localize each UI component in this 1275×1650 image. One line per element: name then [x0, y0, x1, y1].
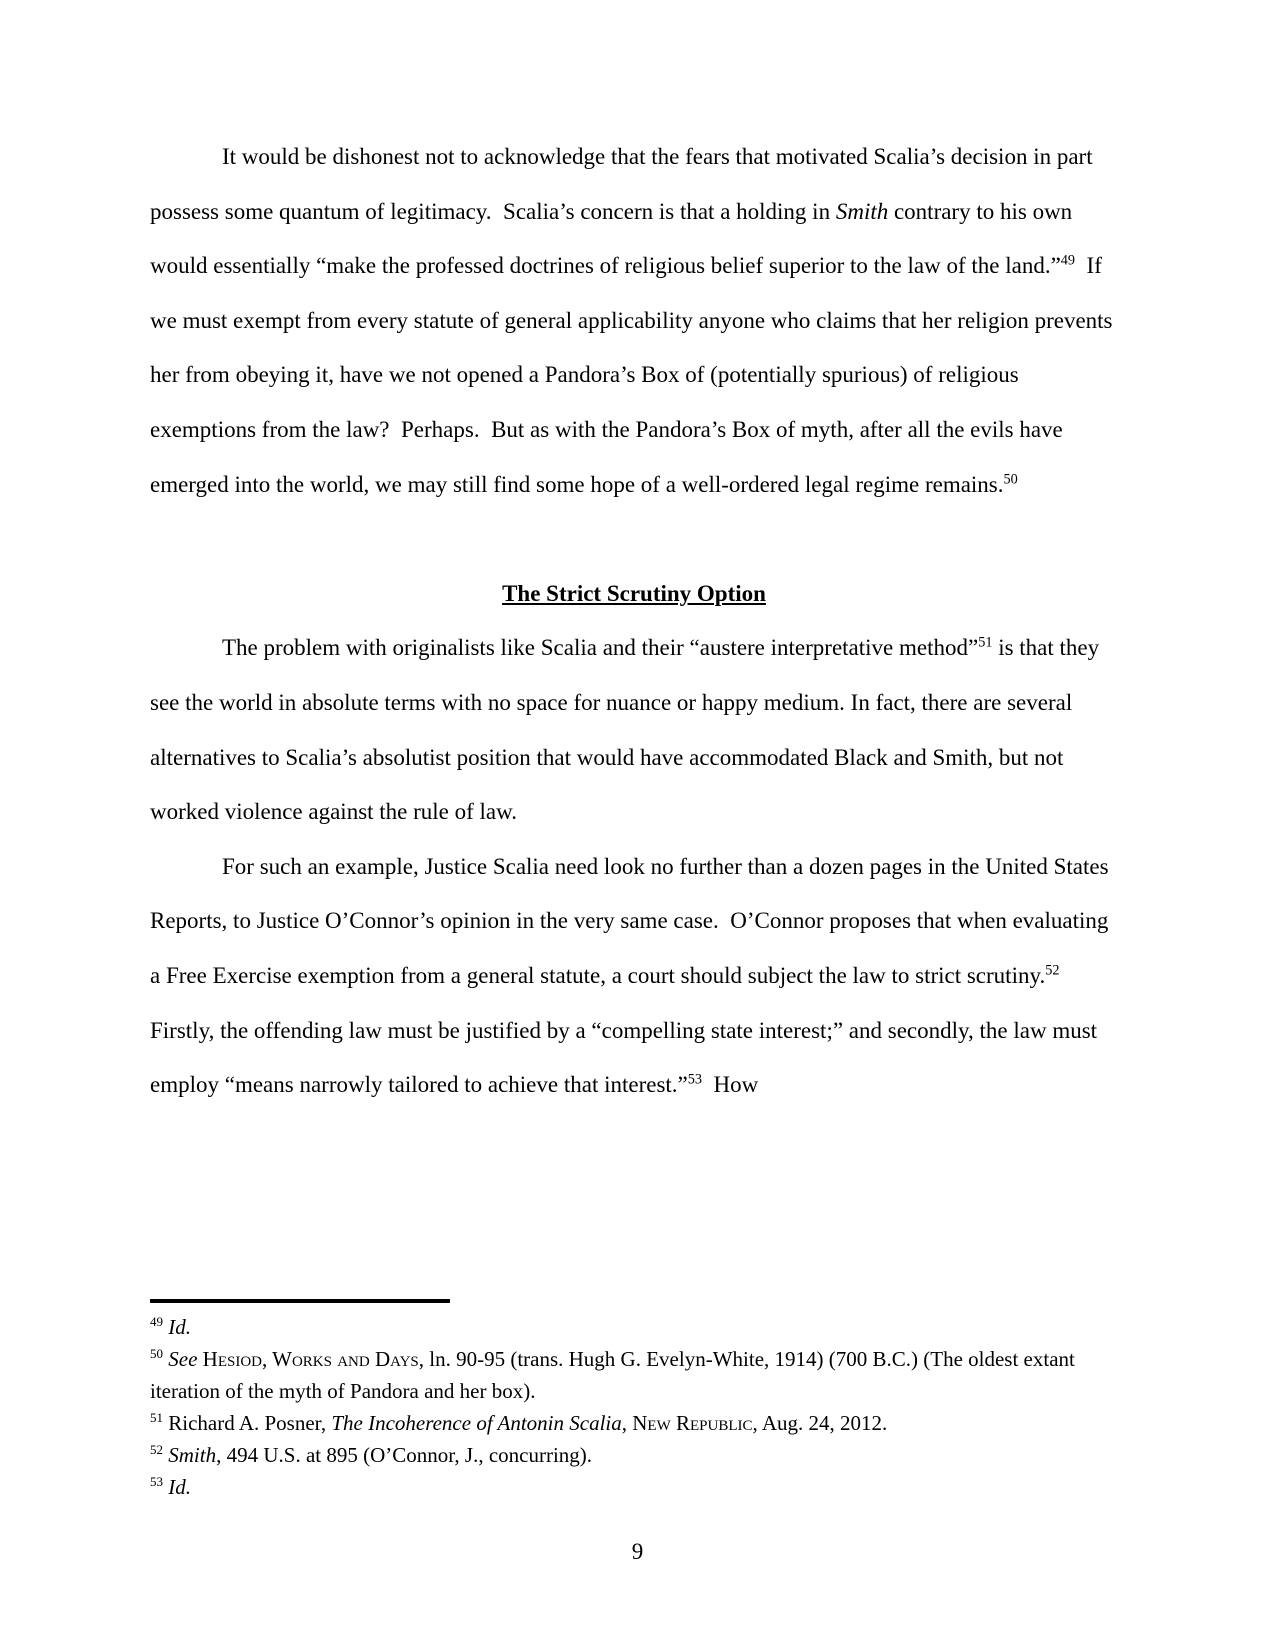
page-number: 9	[631, 1539, 644, 1564]
footnote-number: 53	[150, 1474, 164, 1489]
paragraph-1: It would be dishonest not to acknowledge that the fears that motivated Scalia’s decision in part possess some quantum of legitimacy. Scalia’s concern is that a holding in Smith contrary to his own would essentially “make the professed doctrines of religious belief superior to the law of the land.”$^{49}$ If we must exempt from every statute of general applicability anyone who claims that her religion prevents her from obeying it, have we not opened a Pandora’s Box of (potentially spurious) of religious exemptions from the law? Perhaps. But as with the Pandora’s Box of myth, after all the evils have emerged into the world, we may still find some hope of a well-ordered legal regime remains.$^{50}$	[150, 144, 1119, 497]
footnote-text: Id.	[168, 1475, 192, 1499]
footnote-text: Smith, 494 U.S. at 895 (O’Connor, J., concurring).	[168, 1443, 593, 1467]
footnote-number: 51	[150, 1410, 164, 1425]
footnote-52	[150, 1439, 1118, 1471]
paragraph-2: The problem with originalists like Scalia and their “austere interpretative method”$^{51}$ is that they see the world in absolute terms with no space for nuance or happy medium. In fact, there are several alternatives to Scalia’s absolutist position that would have accommodated Black and Smith, but not worked violence against the rule of law.	[150, 634, 1105, 825]
footnote-text: Richard A. Posner, The Incoherence of Antonin Scalia, New Republic, Aug. 24, 2012.	[168, 1411, 888, 1435]
footnote-number: 50	[150, 1346, 164, 1361]
footnote-49	[150, 1311, 1118, 1343]
footnote-number: 49	[150, 1314, 164, 1329]
section-heading: The Strict Scrutiny Option	[502, 580, 766, 606]
footnote-51	[150, 1407, 1118, 1439]
footnote-number: 52	[150, 1442, 164, 1457]
footnote-50	[150, 1343, 1118, 1407]
footnote-separator	[150, 1299, 450, 1303]
footnotes-section	[150, 1299, 1118, 1503]
footnote-53	[150, 1471, 1118, 1503]
paragraph-3: For such an example, Justice Scalia need look no further than a dozen pages in the United States Reports, to Justice O’Connor’s opinion in the very same case. O’Connor proposes that when evaluating a Free Exercise exemption from a general statute, a court should subject the law to strict scrutiny.$^{52}$ Firstly, the offending law must be justified by a “compelling state interest;” and secondly, the law must employ “means narrowly tailored to achieve that interest.”$^{53}$ How	[150, 853, 1115, 1098]
document-body	[150, 130, 1118, 1113]
footnote-text: Id.	[168, 1315, 192, 1339]
footnote-text: See Hesiod, Works and Days, ln. 90-95 (trans. Hugh G. Evelyn-White, 1914) (700 B.C.) (The oldest extant iteration of the myth of Pandora and her box).	[150, 1347, 1075, 1403]
